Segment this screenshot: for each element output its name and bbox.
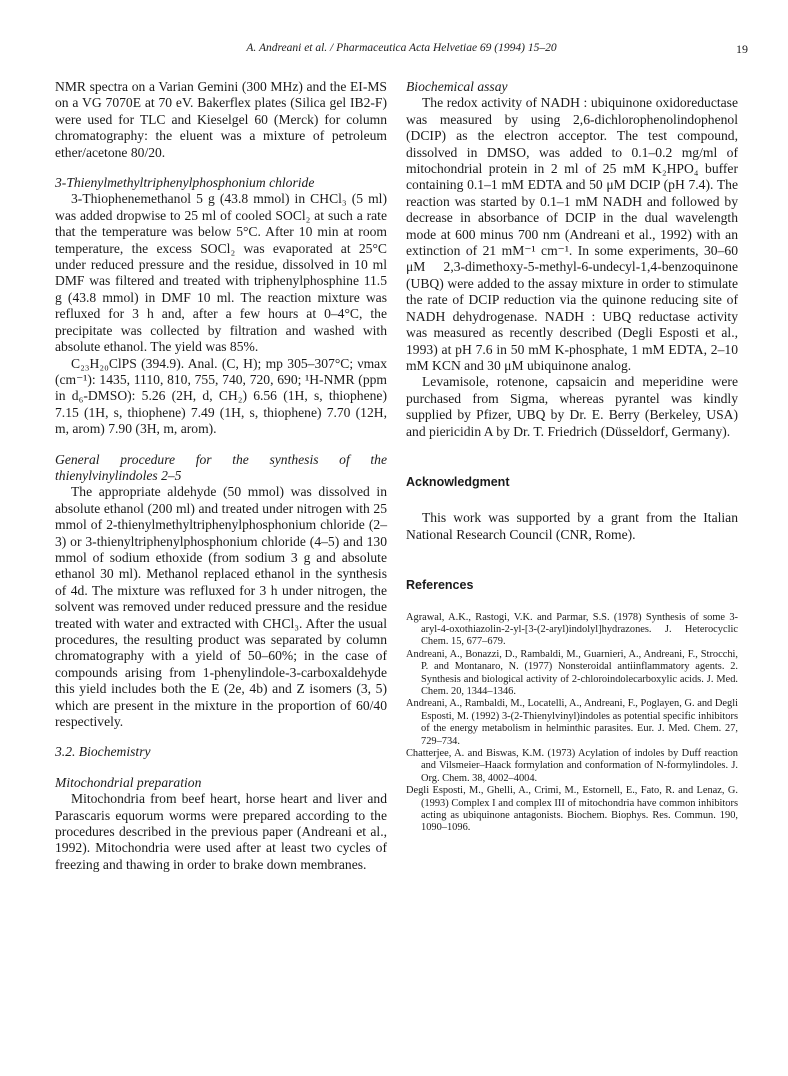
assay-paragraph: The redox activity of NADH : ubiquinone oxidoreductase was measured by using 2,6-dichlorophenolindophenol (DCIP) as the electron acceptor. The test compound, dissolved in DMSO, was added to 0.1–0.2 mg/ml of mitochondrial protein in 2 ml of 25 mM K₂HPO₄ buffer containing 0.1–1 mM EDTA and 50 μM DCIP (pH 7.4). The reaction was started by 0.1–1 mM NADH and followed by decrease in absorbance of DCIP in the dual wavelength mode at 600 minus 700 nm (Andreani et al., 1992) with an extinction of 21 mM⁻¹ cm⁻¹. In some experiments, 30–60 μM 2,3-dimethoxy-5-methyl-6-undecyl-1,4-benzoquinone (UBQ) were added to the assay mixture in order to stimulate the rate of DCIP reduction via the quinone reducing site of NADH dehydrogenase. NADH : UBQ reductase activity was measured as recently described (Degli Esposti et al., 1993) at pH 7.6 in 50 mM K-phosphate, 1 mM EDTA, 2–10 mM KCN and 30 μM ubiquinone analog.: [406, 95, 738, 373]
general-procedure-heading: General procedure for the synthesis of the thienylvinylindoles 2–5: [55, 451, 387, 483]
right-column: [406, 79, 738, 835]
reference-item: Degli Esposti, M., Ghelli, A., Crimi, M., Estornell, E., Fato, R. and Lenaz, G. (1993) Complex I and complex III of mitochondria have common inhibitors acting as ubiquinone antagonists. Biochem. Biophys. Res. Commun. 190, 1090–1096.: [406, 785, 738, 834]
acknowledgment-paragraph: This work was supported by a grant from the Italian National Research Council (CNR, Rome).: [406, 510, 738, 542]
references-list: [406, 612, 738, 835]
nmr-paragraph: NMR spectra on a Varian Gemini (300 MHz) and the EI-MS on a VG 7070E at 70 eV. Bakerflex plates (Silica gel IB2-F) were used for TLC and Kieselgel 60 (Merck) for column chromatography: the eluent was a mixture of petroleum ether/acetone 80/20.: [55, 79, 387, 160]
running-head: A. Andreani et al. / Pharmaceutica Acta Helvetiae 69 (1994) 15–20: [246, 42, 557, 54]
reference-item: Andreani, A., Bonazzi, D., Rambaldi, M., Guarnieri, A., Andreani, F., Strocchi, P. and Montanaro, N. (1977) Nonsteroidal antiinflammatory agents. 2. Synthesis and biological activity of 2-chloroindolecarboxylic acids. J. Med. Chem. 20, 1344–1346.: [406, 648, 738, 697]
analysis-paragraph: C₂₃H₂₀ClPS (394.9). Anal. (C, H); mp 305–307°C; νmax (cm⁻¹): 1435, 1110, 810, 755, 740, 720, 690; ¹H-NMR (ppm in d₆-DMSO): 5.26 (2H, d, CH₂) 6.56 (1H, s, thiophene) 7.15 (1H, s, thiophene) 7.49 (1H, s, thiophene) 7.70 (12H, m, arom) 7.90 (3H, m, arom).: [55, 355, 387, 437]
assay-heading: Biochemical assay: [406, 79, 508, 94]
reference-item: Agrawal, A.K., Rastogi, V.K. and Parmar, S.S. (1978) Synthesis of some 3-aryl-4-oxothiazolin-2-yl-[3-(2-aryl)indolyl]hydrazones. J. Heterocyclic Chem. 15, 677–679.: [406, 611, 738, 648]
biochemistry-heading: 3.2. Biochemistry: [55, 744, 151, 760]
suppliers-paragraph: Levamisole, rotenone, capsaicin and meperidine were purchased from Sigma, whereas pyrantel was kindly supplied by Pfizer, UBQ by Dr. E. Berry (Berkeley, USA) and piericidin A by Dr. T. Friedrich (Düsseldorf, Germany).: [406, 374, 738, 439]
mitochondrial-heading: Mitochondrial preparation: [55, 774, 202, 790]
acknowledgment-heading: Acknowledgment: [406, 474, 510, 489]
thienyl-paragraph: 3-Thiophenemethanol 5 g (43.8 mmol) in CHCl₃ (5 ml) was added dropwise to 25 ml of cooled SOCl₂ at such a rate that the temperature was below 5°C. After 10 min at room temperature, the excess SOCl₂ was evaporated at 25°C under reduced pressure and the residue, dissolved in 10 ml DMF was filtered and treated with triphenylphosphine 11.5 g (43.8 mmol) in DMF 10 ml. The reaction mixture was refluxed for 3 h and, after a few hours at 0–4°C, the precipitate was collected by filtration and washed with absolute ethanol. The yield was 85%.: [55, 191, 387, 355]
general-procedure-paragraph: The appropriate aldehyde (50 mmol) was dissolved in absolute ethanol (200 ml) and treated under nitrogen with 25 mmol of 2-thienylmethyltriphenylphosphonium chloride (2–3) or 3-thienyltriphenylphosphonium chloride (4–5) and 130 mmol of sodium ethoxide (from sodium 3 g and absolute ethanol 30 ml). Methanol replaced ethanol in the synthesis of 4d. The mixture was refluxed for 3 h under nitrogen, the solvent was removed under reduced pressure and the residue treated with water and extracted with CHCl₃. After the usual procedures, the resulting product was separated by column chromatography with a yield of 50–60%; in the case of compounds arising from 1-phenylindole-3-carboxaldehyde this yield includes both the E (2e, 4b) and Z isomers (3, 5) which are present in the mixture in the proportion of 60/40 respectively.: [55, 484, 387, 730]
left-column: [55, 79, 387, 873]
page-number: 19: [736, 42, 748, 56]
mitochondrial-paragraph: Mitochondria from beef heart, horse heart and liver and Parascaris equorum worms were prepared according to the procedures described in the previous paper (Andreani et al., 1992). Mitochondria were used after at least two cycles of freezing and thawing in order to brake down membranes.: [55, 791, 387, 872]
thienyl-heading: 3-Thienylmethyltriphenylphosphonium chloride: [55, 175, 315, 191]
reference-item: Andreani, A., Rambaldi, M., Locatelli, A., Andreani, F., Poglayen, G. and Degli Esposti, M. (1992) 3-(2-Thienylvinyl)indoles as potential specific inhibitors of the energy metabolism in helminthic parasites. Eur. J. Med. Chem. 27, 729–734.: [406, 698, 738, 747]
references-heading: References: [406, 578, 474, 593]
reference-item: Chatterjee, A. and Biswas, K.M. (1973) Acylation of indoles by Duff reaction and Vilsmeier–Haack formylation and conformation of N-formylindoles. J. Org. Chem. 38, 4002–4004.: [406, 748, 738, 784]
